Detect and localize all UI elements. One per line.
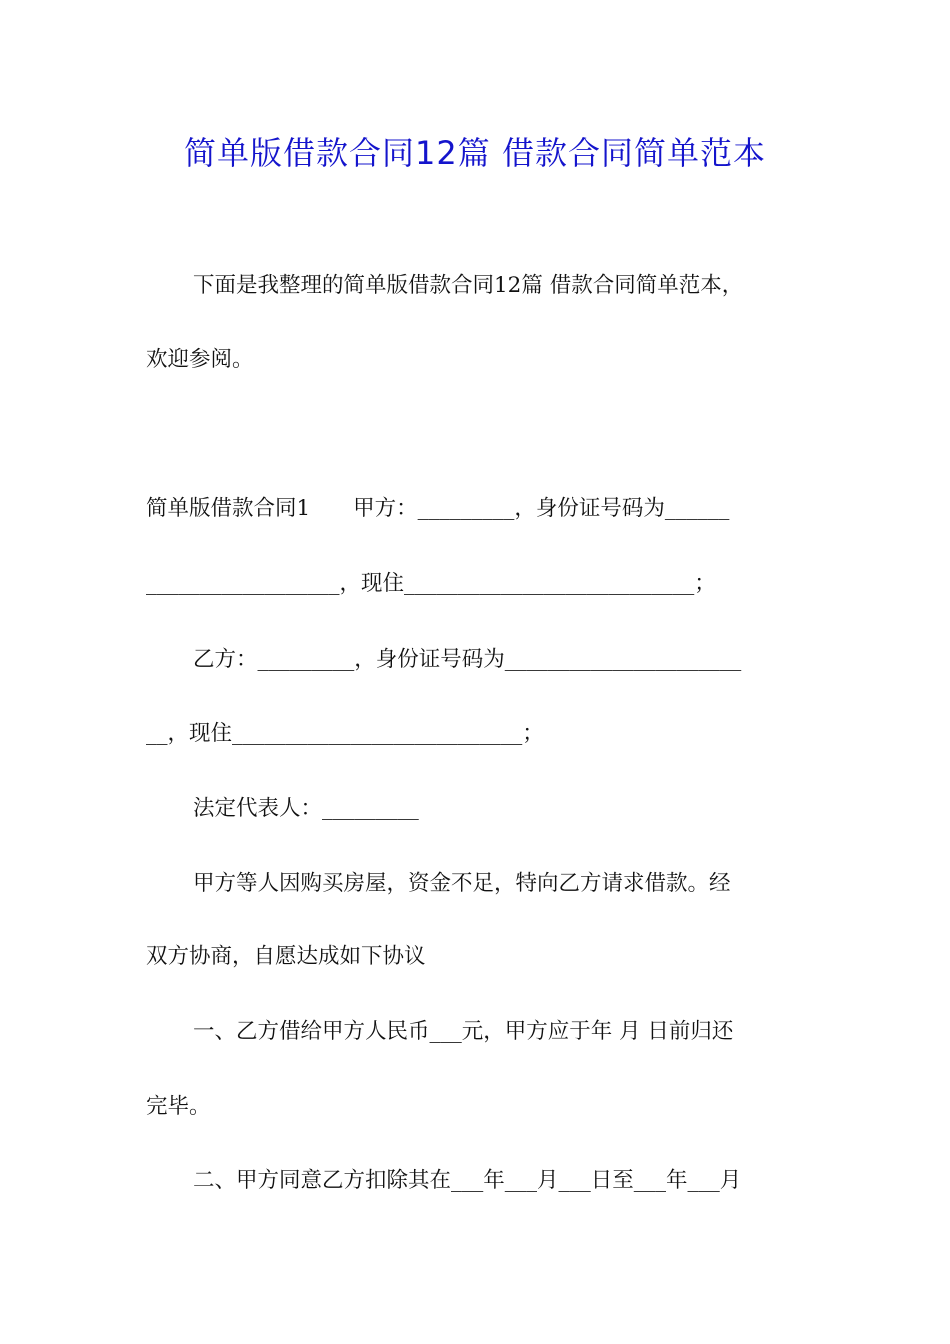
clause-one-line-1: 一、乙方借给甲方人民币___元，甲方应于年 月 日前归还 [193,1019,734,1044]
contract-heading-party-a: 简单版借款合同1 甲方：_________，身份证号码为______ [146,496,730,521]
party-a-address-line: __________________，现住___________________________； [146,571,716,596]
intro-line-1: 下面是我整理的简单版借款合同12篇 借款合同简单范本， [193,273,744,298]
party-b-line: 乙方：_________，身份证号码为______________________ [193,647,742,672]
clause-intro-line-2: 双方协商，自愿达成如下协议 [146,944,426,969]
clause-two-line-1: 二、甲方同意乙方扣除其在___年___月___日至___年___月 [193,1168,742,1193]
legal-representative-line: 法定代表人：_________ [193,796,419,821]
document-title: 简单版借款合同12篇 借款合同简单范本 [184,134,766,172]
party-b-address-line: __，现住___________________________； [146,721,544,746]
clause-intro-line-1: 甲方等人因购买房屋，资金不足，特向乙方请求借款。经 [193,871,731,896]
intro-line-2: 欢迎参阅。 [146,347,254,372]
clause-one-line-2: 完毕。 [146,1094,211,1119]
